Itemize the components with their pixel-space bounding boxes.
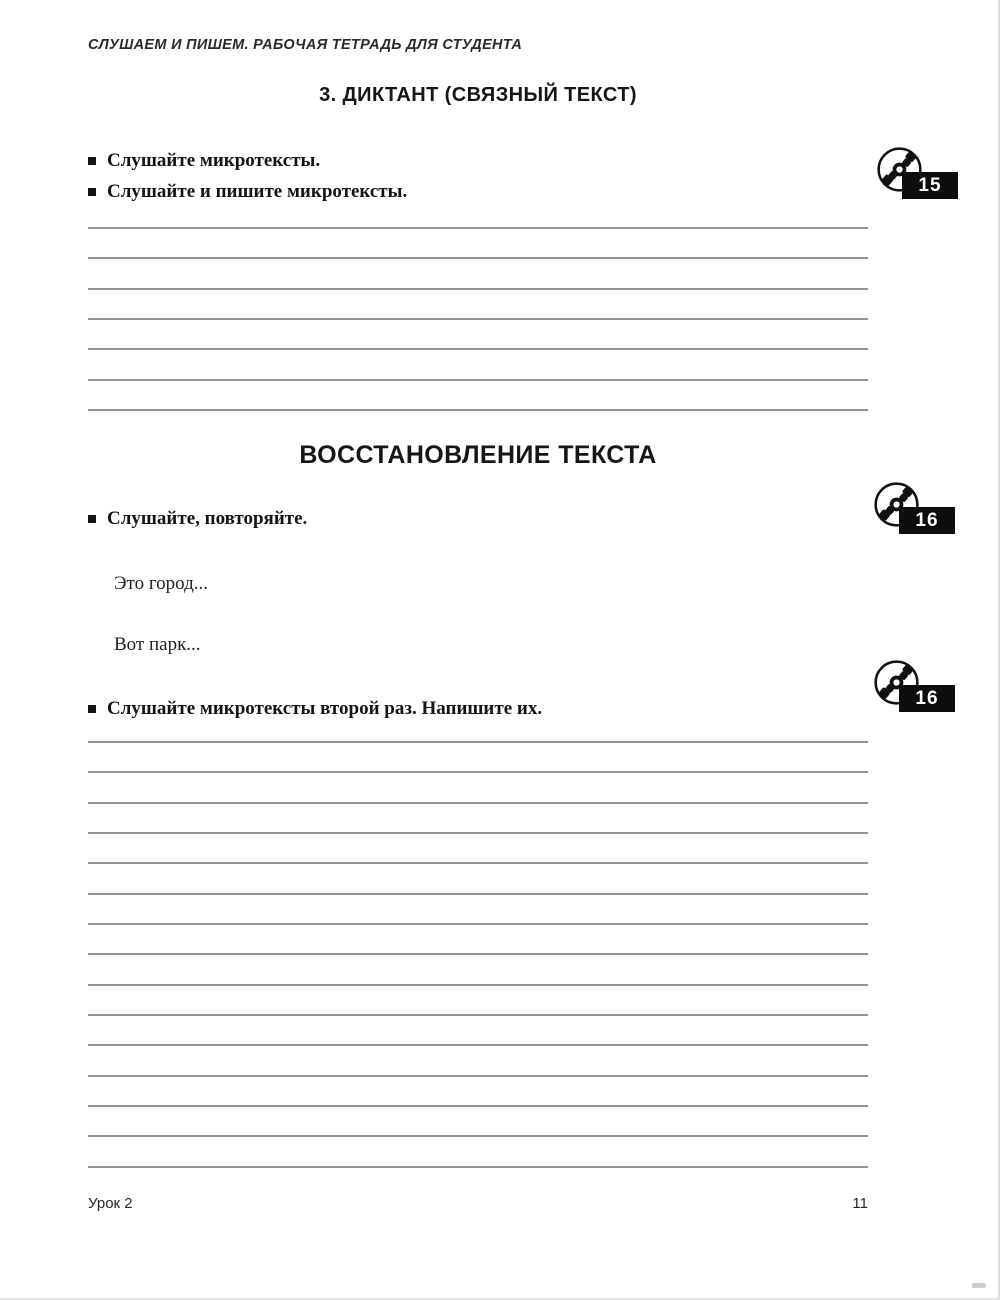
task-label: Слушайте микротексты.: [107, 150, 321, 171]
section-title-dictation: 3. ДИКТАНТ (СВЯЗНЫЙ ТЕКСТ): [319, 84, 637, 106]
writing-line: [88, 1135, 868, 1165]
writing-line: [88, 771, 868, 801]
section-title-restoration: ВОССТАНОВЛЕНИЕ ТЕКСТА: [299, 441, 657, 469]
writing-line: [88, 984, 868, 1014]
task-listen-repeat: [88, 508, 307, 530]
cd-track-number: 15: [902, 172, 958, 199]
writing-line: [88, 288, 868, 318]
cd-track-number: 16: [899, 507, 955, 534]
cd-track-badge: [873, 481, 963, 541]
writing-line: [88, 802, 868, 832]
writing-line: [88, 893, 868, 923]
scan-speck: [972, 1283, 986, 1288]
task-label: Слушайте и пишите микротексты.: [107, 181, 408, 202]
task-listen-write-microtexts: [88, 181, 407, 203]
writing-line: [88, 1075, 868, 1105]
writing-line: [88, 318, 868, 348]
writing-line: [88, 832, 868, 862]
writing-line: [88, 257, 868, 287]
writing-line: [88, 862, 868, 892]
writing-lines-block-dictation: [88, 227, 868, 439]
cd-track-number: 16: [899, 685, 955, 712]
footer-page-number: 11: [852, 1195, 868, 1212]
running-header: СЛУШАЕМ И ПИШЕМ. РАБОЧАЯ ТЕТРАДЬ ДЛЯ СТУДЕНТА: [88, 37, 523, 53]
square-bullet-icon: [88, 188, 96, 196]
writing-line: [88, 409, 868, 439]
cd-track-badge: [873, 659, 963, 719]
writing-line: [88, 379, 868, 409]
writing-lines-block-restoration: [88, 741, 868, 1196]
writing-line: [88, 953, 868, 983]
square-bullet-icon: [88, 705, 96, 713]
writing-line: [88, 923, 868, 953]
writing-line: [88, 348, 868, 378]
writing-line: [88, 227, 868, 257]
footer-lesson-label: Урок 2: [88, 1195, 133, 1212]
square-bullet-icon: [88, 157, 96, 165]
task-label: Слушайте микротексты второй раз. Напишите их.: [107, 698, 543, 719]
writing-line: [88, 1166, 868, 1196]
example-text: Это город...: [114, 573, 209, 594]
cd-track-badge: [876, 146, 966, 206]
example-text: Вот парк...: [114, 634, 201, 655]
writing-line: [88, 1044, 868, 1074]
writing-line: [88, 741, 868, 771]
task-listen-microtexts: [88, 150, 320, 172]
task-label: Слушайте, повторяйте.: [107, 508, 308, 529]
square-bullet-icon: [88, 515, 96, 523]
writing-line: [88, 1014, 868, 1044]
task-listen-second-time-write: [88, 698, 542, 720]
writing-line: [88, 1105, 868, 1135]
